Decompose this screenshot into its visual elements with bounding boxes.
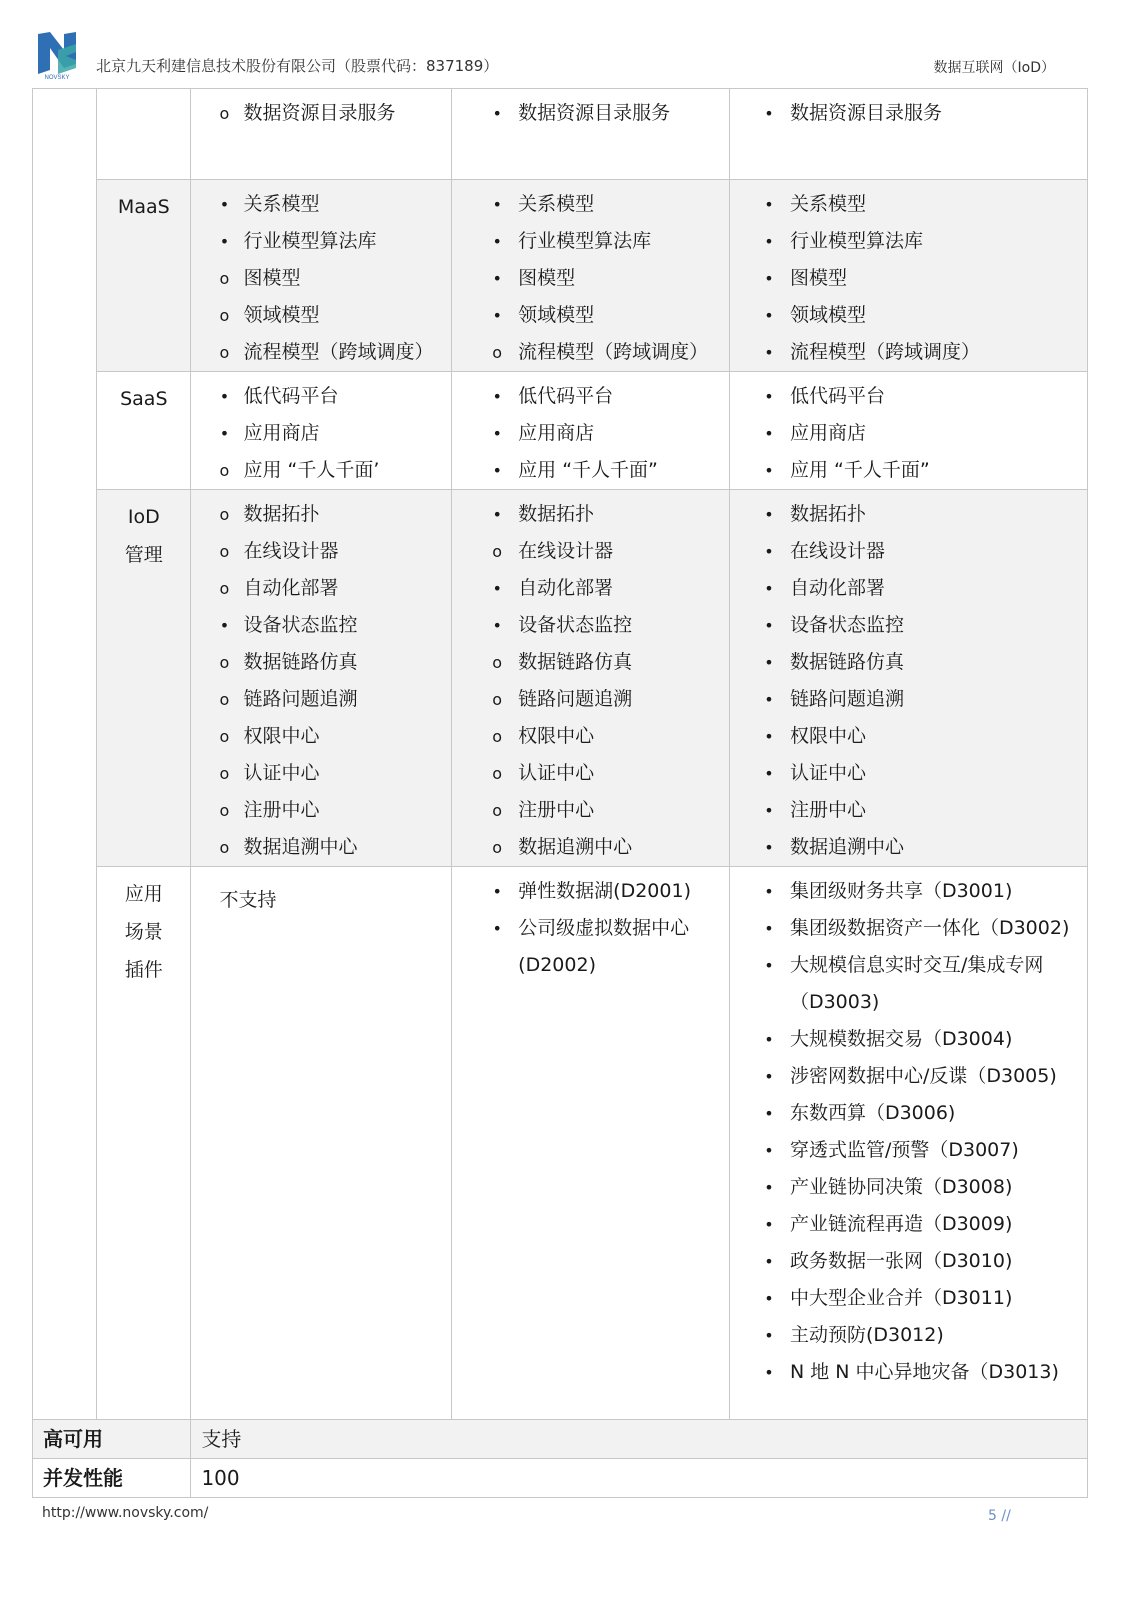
feature-list [730,372,1087,489]
list-item-text: 设备状态监控 [518,614,633,636]
hollow-bullet-icon: o [219,653,230,672]
list-item [452,910,721,984]
list-item-text: 关系模型 [789,193,866,215]
list-item [730,792,1079,829]
feature-list [452,89,729,132]
list-item [191,829,443,866]
cell-edition-c [729,372,1087,490]
row-label [97,89,191,180]
list-item [452,644,721,681]
list-item-text: 应用 “千人千面’ [243,459,380,481]
list-item [730,1169,1079,1206]
list-item [730,1243,1079,1280]
filled-bullet-icon: • [764,1178,774,1197]
list-item [452,223,721,260]
list-item [730,570,1079,607]
table-row-plugins [33,867,1088,1420]
list-item-text: 行业模型算法库 [789,230,923,252]
label-high-availability: 高可用 [43,1427,103,1451]
table-row-maas [33,180,1088,372]
feature-list [191,490,451,866]
filled-bullet-icon: • [764,764,774,783]
hollow-bullet-icon: o [219,690,230,709]
cell-edition-a [191,867,452,1420]
hollow-bullet-icon: o [492,801,503,820]
list-item-text: 数据拓扑 [789,503,866,525]
label-plugins [97,867,190,989]
list-item [452,792,721,829]
blank-cell [33,89,97,1420]
filled-bullet-icon: • [764,232,774,251]
list-item [191,452,443,489]
list-item [730,260,1079,297]
list-item-text: 应用商店 [518,422,595,444]
list-item [191,755,443,792]
list-item [730,415,1079,452]
list-item [452,452,721,489]
list-item-text: 注册中心 [789,799,866,821]
list-item-text: 集团级财务共享（D3001) [789,880,1013,902]
list-item [452,755,721,792]
list-item-text: 关系模型 [518,193,595,215]
filled-bullet-icon: • [492,269,502,288]
list-item [730,452,1079,489]
filled-bullet-icon: • [764,838,774,857]
list-item [191,644,443,681]
feature-list [730,490,1087,866]
hollow-bullet-icon: o [492,542,503,561]
list-item-text: 应用 “千人千面” [518,459,658,481]
list-item [730,1132,1079,1169]
list-item [452,496,721,533]
list-item-text: 低代码平台 [243,385,339,407]
filled-bullet-icon: • [764,387,774,406]
label-iod-line2: 管理 [124,544,163,566]
filled-bullet-icon: • [219,387,230,406]
company-name: 北京九天利建信息技术股份有限公司（股票代码：837189） [96,57,499,75]
filled-bullet-icon: • [764,690,774,709]
filled-bullet-icon: • [764,1326,774,1345]
list-item-text: 行业模型算法库 [518,230,652,252]
list-item-text: 流程模型（跨域调度） [789,341,980,363]
list-item [730,1206,1079,1243]
list-item [452,718,721,755]
list-item-text: 图模型 [243,267,301,289]
page-header [0,0,1131,90]
list-item-text: 数据追溯中心 [518,836,633,858]
filled-bullet-icon: • [219,424,230,443]
list-item [452,681,721,718]
filled-bullet-icon: • [764,882,774,901]
table-row-iod [33,490,1088,867]
list-item-text: 数据链路仿真 [243,651,358,673]
row-label [33,1459,191,1498]
list-item-text: 链路问题追溯 [518,688,633,710]
list-item-text: 领域模型 [518,304,595,326]
filled-bullet-icon: • [764,616,774,635]
list-item [191,792,443,829]
row-label [97,180,191,372]
list-item-text: 链路问题追溯 [243,688,358,710]
filled-bullet-icon: • [764,1363,774,1382]
list-item [730,681,1079,718]
list-item [730,334,1079,371]
list-item-text: 数据拓扑 [518,503,595,525]
feature-list [452,372,729,489]
list-item-text: N 地 N 中心异地灾备（D3013) [789,1361,1059,1383]
list-item-text: 数据拓扑 [243,503,320,525]
filled-bullet-icon: • [764,104,774,123]
list-item-text: 自动化部署 [518,577,614,599]
list-item [730,644,1079,681]
filled-bullet-icon: • [219,195,230,214]
hollow-bullet-icon: o [492,690,503,709]
list-item-text: 政务数据一张网（D3010) [789,1250,1013,1272]
list-item [730,910,1079,947]
label-plugins-line3: 插件 [124,959,163,981]
table-row [33,89,1088,180]
list-item [730,755,1079,792]
list-item-text: 图模型 [789,267,847,289]
list-item-text: 大规模数据交易（D3004) [789,1028,1013,1050]
feature-list [191,180,451,371]
list-item-text: 数据追溯中心 [243,836,358,858]
filled-bullet-icon: • [492,579,502,598]
filled-bullet-icon: • [492,505,502,524]
label-iod-line1: IoD [127,506,160,528]
list-item [191,260,443,297]
label-plugins-line2: 场景 [124,921,163,943]
list-item-text: 数据链路仿真 [789,651,904,673]
filled-bullet-icon: • [764,1104,774,1123]
cell-edition-b [452,89,730,180]
list-item-text: 应用 “千人千面” [789,459,930,481]
cell-edition-a [191,372,452,490]
row-value [191,1420,1088,1459]
filled-bullet-icon: • [764,1289,774,1308]
list-item [452,570,721,607]
list-item [191,186,443,223]
list-item [452,186,721,223]
list-item [730,1021,1079,1058]
list-item [452,415,721,452]
list-item-text: 设备状态监控 [243,614,358,636]
list-item [730,297,1079,334]
list-item [191,570,443,607]
list-item [730,186,1079,223]
list-item [191,718,443,755]
cell-edition-a [191,490,452,867]
list-item-text: 产业链协同决策（D3008) [789,1176,1013,1198]
filled-bullet-icon: • [219,232,230,251]
list-item [730,95,1079,132]
list-item-text: 数据资源目录服务 [243,102,396,124]
label-maas: MaaS [117,196,170,218]
filled-bullet-icon: • [764,505,774,524]
filled-bullet-icon: • [764,1215,774,1234]
list-item-text: 应用商店 [243,422,320,444]
feature-list [191,372,451,489]
list-item [191,533,443,570]
list-item-text: 主动预防(D3012) [789,1324,944,1346]
list-item [730,718,1079,755]
filled-bullet-icon: • [764,269,774,288]
document-title: 数据互联网（IoD） [933,60,1055,76]
list-item-text: 东数西算（D3006) [789,1102,956,1124]
feature-list [452,180,729,371]
hollow-bullet-icon: o [219,838,230,857]
list-item-text: 领域模型 [243,304,320,326]
list-item-text: 设备状态监控 [789,614,904,636]
feature-list [730,89,1087,132]
list-item-text: 涉密网数据中心/反谍（D3005) [789,1065,1057,1087]
list-item [730,533,1079,570]
filled-bullet-icon: • [764,579,774,598]
list-item [191,297,443,334]
filled-bullet-icon: • [764,461,774,480]
list-item-text: 中大型企业合并（D3011) [789,1287,1013,1309]
list-item-text: 应用商店 [789,422,866,444]
list-item [191,496,443,533]
list-item-text: 公司级虚拟数据中心(D2002) [518,917,690,976]
hollow-bullet-icon: o [219,727,230,746]
list-item [452,378,721,415]
list-item-text: 关系模型 [243,193,320,215]
filled-bullet-icon: • [764,727,774,746]
filled-bullet-icon: • [492,387,502,406]
filled-bullet-icon: • [219,616,230,635]
hollow-bullet-icon: o [219,801,230,820]
filled-bullet-icon: • [492,232,502,251]
cell-edition-b [452,490,730,867]
page-number: 5 // [988,1508,1011,1524]
filled-bullet-icon: • [492,424,502,443]
hollow-bullet-icon: o [492,764,503,783]
filled-bullet-icon: • [764,1141,774,1160]
list-item [730,223,1079,260]
list-item-text: 大规模信息实时交互/集成专网（D3003) [789,954,1044,1013]
list-item [191,95,443,132]
cell-edition-c [729,490,1087,867]
list-item [452,607,721,644]
value-high-availability: 支持 [201,1427,242,1451]
row-label [33,1420,191,1459]
cell-edition-c [729,867,1087,1420]
list-item-text: 自动化部署 [789,577,885,599]
list-item-text: 数据资源目录服务 [518,102,671,124]
filled-bullet-icon: • [764,306,774,325]
hollow-bullet-icon: o [219,269,230,288]
list-item-text: 认证中心 [518,762,595,784]
list-item-text: 在线设计器 [518,540,614,562]
list-item [730,873,1079,910]
logo-sub-text: NOVSKY [44,75,70,80]
list-item [452,873,721,910]
list-item-text: 穿透式监管/预警（D3007) [789,1139,1019,1161]
list-item [452,95,721,132]
list-item-text: 图模型 [518,267,576,289]
cell-edition-b [452,180,730,372]
list-item-text: 在线设计器 [243,540,339,562]
cell-edition-b [452,867,730,1420]
list-item-text: 弹性数据湖(D2001) [518,880,691,902]
list-item [730,378,1079,415]
hollow-bullet-icon: o [219,764,230,783]
list-item [191,378,443,415]
footer-url[interactable]: http://www.novsky.com/ [42,1505,209,1521]
label-concurrency: 并发性能 [43,1466,123,1490]
value-concurrency: 100 [201,1466,240,1490]
filled-bullet-icon: • [764,801,774,820]
filled-bullet-icon: • [764,1067,774,1086]
filled-bullet-icon: • [764,653,774,672]
list-item [191,607,443,644]
list-item [730,829,1079,866]
cell-edition-c [729,180,1087,372]
list-item [452,533,721,570]
hollow-bullet-icon: o [492,343,503,362]
list-item [730,1280,1079,1317]
list-item-text: 产业链流程再造（D3009) [789,1213,1013,1235]
list-item [191,223,443,260]
list-item-text: 在线设计器 [789,540,885,562]
row-label [97,372,191,490]
list-item [191,681,443,718]
feature-list [452,867,729,984]
hollow-bullet-icon: o [219,343,230,362]
list-item [191,415,443,452]
cell-edition-c [729,89,1087,180]
feature-list [191,89,451,132]
list-item-text: 链路问题追溯 [789,688,904,710]
list-item-text: 权限中心 [789,725,866,747]
feature-list [730,867,1087,1391]
row-value [191,1459,1088,1498]
table-row-saas [33,372,1088,490]
list-item-text: 权限中心 [518,725,595,747]
list-item-text: 认证中心 [243,762,320,784]
label-saas: SaaS [120,388,168,410]
novsky-logo [36,30,78,80]
feature-comparison-table [32,88,1088,1498]
filled-bullet-icon: • [764,956,774,975]
filled-bullet-icon: • [492,104,502,123]
list-item [730,1095,1079,1132]
list-item [730,496,1079,533]
hollow-bullet-icon: o [219,461,230,480]
filled-bullet-icon: • [764,343,774,362]
hollow-bullet-icon: o [219,505,230,524]
feature-list [452,490,729,866]
filled-bullet-icon: • [764,1030,774,1049]
filled-bullet-icon: • [764,542,774,561]
list-item [730,1354,1079,1391]
list-item [452,297,721,334]
row-label [97,867,191,1420]
list-item-text: 集团级数据资产一体化（D3002) [789,917,1070,939]
list-item-text: 领域模型 [789,304,866,326]
filled-bullet-icon: • [492,306,502,325]
list-item-text: 自动化部署 [243,577,339,599]
list-item-text: 数据链路仿真 [518,651,633,673]
hollow-bullet-icon: o [219,306,230,325]
list-item-text: 低代码平台 [789,385,885,407]
hollow-bullet-icon: o [219,542,230,561]
hollow-bullet-icon: o [219,104,230,123]
list-item [730,607,1079,644]
feature-list [730,180,1087,371]
list-item [730,947,1079,1021]
cell-edition-a [191,89,452,180]
filled-bullet-icon: • [492,882,502,901]
filled-bullet-icon: • [764,424,774,443]
hollow-bullet-icon: o [492,653,503,672]
filled-bullet-icon: • [492,461,502,480]
not-supported-text: 不支持 [219,889,277,911]
filled-bullet-icon: • [492,616,502,635]
filled-bullet-icon: • [764,1252,774,1271]
filled-bullet-icon: • [492,195,502,214]
filled-bullet-icon: • [764,919,774,938]
list-item-text: 认证中心 [789,762,866,784]
list-item-text: 数据追溯中心 [789,836,904,858]
label-iod [97,490,190,574]
table-row-high-availability [33,1420,1088,1459]
filled-bullet-icon: • [492,919,502,938]
table-row-concurrency [33,1459,1088,1498]
row-label [97,490,191,867]
list-item [191,334,443,371]
label-plugins-line1: 应用 [124,883,163,905]
list-item [452,829,721,866]
cell-edition-b [452,372,730,490]
list-item-text: 流程模型（跨域调度） [243,341,434,363]
hollow-bullet-icon: o [492,838,503,857]
list-item-text: 行业模型算法库 [243,230,377,252]
list-item-text: 权限中心 [243,725,320,747]
list-item-text: 注册中心 [518,799,595,821]
cell-edition-a [191,180,452,372]
list-item [452,260,721,297]
list-item-text: 数据资源目录服务 [789,102,942,124]
filled-bullet-icon: • [764,195,774,214]
list-item [730,1058,1079,1095]
list-item-text: 流程模型（跨域调度） [518,341,709,363]
list-item-text: 低代码平台 [518,385,614,407]
hollow-bullet-icon: o [492,727,503,746]
list-item-text: 注册中心 [243,799,320,821]
hollow-bullet-icon: o [219,579,230,598]
list-item [730,1317,1079,1354]
list-item [452,334,721,371]
